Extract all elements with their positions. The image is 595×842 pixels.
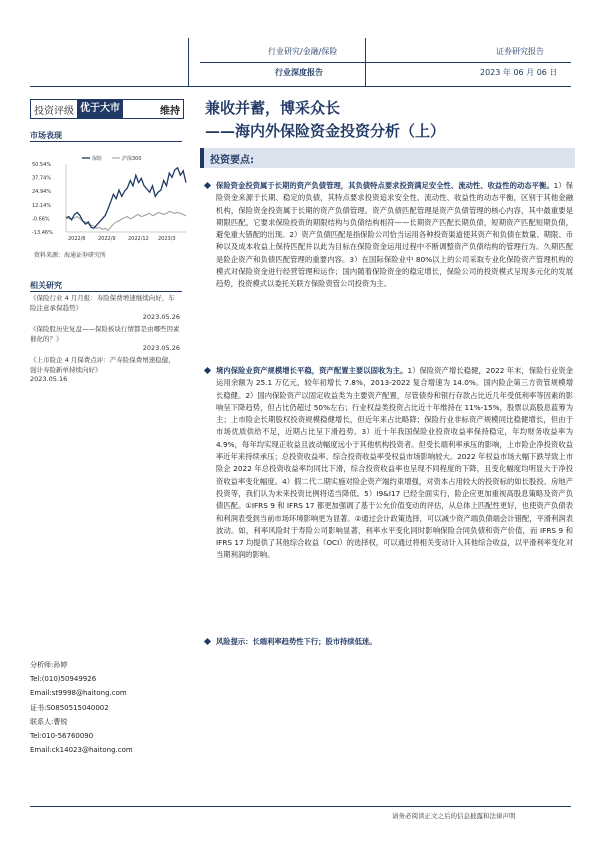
footer-disclaimer: 请务必阅读正文之后的信息披露和法律声明 <box>392 812 516 820</box>
y-tick-labels <box>32 162 53 236</box>
related-item-date: 2023.05.26 <box>142 313 180 321</box>
key-point-1-body: 1）保险资金来源于长期、稳定的负债，其特点要求投资追求安全性、流动性、收益性的动态平衡，区别于其他金融机构，保险资金投资属于长期的资产负债管理。资产负债匹配管理是资产负债管理的核心内容，其中最重要是期限匹配，它要求保险投资的期限结构与负债结构相符——长期资产匹配长期负债，短期资产匹配短期负债，避免重大错配的出现。2）资产负债匹配是指保险公司恰当运用各种投资渠道使其资产和负债在数量、期限、币种以及成本收益上保持匹配并以此为目标在保险资金运用过程中不断调整资产负债结构的管理行为。久期匹配是险企资产和负债匹配管理的重要内容。3）在国际保险业中 80%以上的公司采取专业化保险资产管理机构的模式对保险资金进行经营管理和运作；国内随着保险资金的稳定增长，保险公司的投资模式呈现多元化的发展趋势，投资模式以委托关联方保险资管公司投资为主。 <box>216 181 573 289</box>
analyst-name: 分析师:孙婷 <box>30 661 68 669</box>
market-rule <box>30 141 182 142</box>
x-tick-label: 2023/3 <box>158 236 176 242</box>
key-point-1-lead: 保险资金投资属于长期的资产负债管理，其负债特点要求投资满足安全性、流动性、收益性的动态平衡。 <box>216 181 554 190</box>
y-tick-label: -13.46% <box>32 230 53 236</box>
contact-email[interactable]: Email:ck14023@haitong.com <box>30 746 133 755</box>
related-item[interactable] <box>30 294 180 323</box>
report-title-line1: 兼收并蓄，博采众长 <box>205 99 341 117</box>
analyst-tel: Tel:(010)50949926 <box>30 675 97 684</box>
key-points-heading-bar <box>200 148 575 168</box>
rating-box <box>30 99 184 119</box>
related-item-title[interactable]: 《保险行业 4 月月报：寿险保费增速继续向好，车险注意承保趋势》 <box>30 294 175 312</box>
x-tick-label: 2022/9 <box>98 236 116 242</box>
key-points-heading: 投资要点: <box>210 155 254 166</box>
related-heading: 相关研究 <box>30 281 62 290</box>
y-tick-label: 24.94% <box>32 189 52 196</box>
contact-name: 联系人:曹锐 <box>30 717 68 726</box>
analyst-contacts <box>30 658 180 757</box>
risk-warning <box>216 636 573 648</box>
rating-label: 投资评级 <box>34 105 74 117</box>
market-performance-chart <box>30 150 190 250</box>
header-company: 证券研究报告 <box>496 47 544 56</box>
analyst-cert: 证书:S0850515040002 <box>30 703 109 712</box>
y-tick-label: 37.74% <box>32 175 52 182</box>
y-tick-label: -0.66% <box>32 216 50 223</box>
series-line-hs300 <box>66 211 186 230</box>
bullet-icon <box>204 638 211 645</box>
related-item[interactable] <box>30 356 180 385</box>
key-point-paragraph-1 <box>216 180 573 291</box>
bullet-icon <box>204 182 211 189</box>
series-line-insurance <box>66 168 186 229</box>
related-item[interactable] <box>30 325 180 354</box>
related-item-title[interactable]: 《上市险企 4 月保费点评：产寿险保费增速稳健，强计寿险新单持续向好》 <box>30 356 175 374</box>
header-vline-right <box>365 38 366 86</box>
rating-value: 优于大市 <box>77 100 123 118</box>
footer-rule <box>30 806 571 807</box>
header-date: 2023 年 06 月 06 日 <box>480 68 558 77</box>
header-rule-top <box>200 62 571 63</box>
header-report-type: 行业深度报告 <box>275 68 323 77</box>
key-point-2-lead: 境内保险业资产规模增长平稳，资产配置主要以固收为主。 <box>216 366 408 375</box>
related-rule <box>30 291 182 292</box>
legend-label-insurance: 保险 <box>92 156 103 162</box>
key-point-2-body: 1）保险资产增长稳健，2022 年末，保险行业资金运用余额为 25.1 万亿元，较年初增长 7.8%，2013-2022 复合增速为 14.0%。国内险企第三方资管规模增长稳健。2）国内保险资产以固定收益类为主要资产配置，尽管债券和银行存款占比近几年受低利率等因素的影响呈下降趋势，但占比仍超过 50%左右；行业权益类投资占比近十年维持在 11%-15%，股票以高股息蓝筹为主；上市险企长期股权投资规模稳健增长，但近年来占比略降；保险行业非标资产规模同比稳健增长，但由于市场优质供给不足，近期占比呈下滑趋势。3）近十年我国保险业投资收益率保持稳定，年均财务收益率为 4.9%，每年均实现正收益且波动幅度远小于其他机构投资者。但受长端利率承压的影响，上市险企净投资收益率近年来持续承压；总投资收益率、综合投资收益率受权益市场影响较大。2022 年权益市场大幅下跌导致上市险企 2022 年总投资收益率均同比下滑，综合投资收益率也呈现不同程度的下降，且变化幅度均明显大于净投资收益率变化幅度。4）假二代二期实施对险企资产端约束增强，对资本占用较大的投资标的如长股投、房地产投资等，我们认为未来投资比例将适当降低。5）I9&I17 已经全面实行，险企应更加重视高股息策略及资产负债匹配。①IFRS 9 和 IFRS 17 都更加强调了基于公允价值变动的评估，从总体上匹配性更好，也使资产负债表和利润表受到当前市场环境影响更为显著。②通过会计政策选择，可以减少资产端负债端会计错配，平滑利润表波动。如，利率风险时于寿险公司影响显著，利率水平变化同时影响保险合同负债和资产价值，而 IFRS 9 和 IFRS 17 均提供了其他综合收益（OCI）的选择权，可以通过将相关变动计入其他综合收益，以平滑利率变化对当期利润的影响。 <box>216 366 574 560</box>
header-rule-bottom <box>30 86 571 87</box>
related-item-date: 2023.05.26 <box>142 344 180 352</box>
rating-action: 维持 <box>160 105 180 117</box>
header-industry-category: 行业研究/金融/保险 <box>268 47 338 56</box>
report-title-line2: ——海内外保险资金投资分析（上） <box>205 122 446 140</box>
key-point-paragraph-2 <box>216 365 573 562</box>
legend-label-hs300: 沪深300 <box>122 156 142 162</box>
related-item-date: 2023.05.16 <box>30 375 68 383</box>
market-source: 资料来源：海通证券研究所 <box>34 252 107 259</box>
header-vline-left <box>188 38 189 86</box>
market-heading: 市场表现 <box>30 131 62 140</box>
risk-warning-text: 风险提示：长端利率趋势性下行；股市持续低迷。 <box>216 637 377 646</box>
related-item-title[interactable]: 《保险股历史复盘——保险板块行情都是由哪些因素催化的？》 <box>30 325 180 343</box>
x-tick-label: 2022/6 <box>68 236 86 242</box>
bullet-icon <box>204 367 211 374</box>
x-tick-labels <box>68 236 176 242</box>
analyst-email[interactable]: Email:st9998@haitong.com <box>30 689 127 698</box>
contact-tel: Tel:010-56760090 <box>30 732 94 741</box>
y-tick-label: 12.14% <box>32 202 52 209</box>
x-tick-label: 2022/12 <box>128 236 149 242</box>
y-tick-label: 50.54% <box>32 162 52 168</box>
